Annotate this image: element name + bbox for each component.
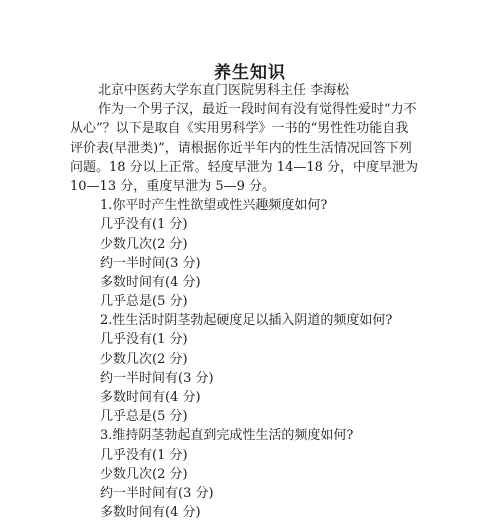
answer-option: 约一半时间有(3 分) xyxy=(100,485,214,501)
answer-option: 几乎没有(1 分) xyxy=(100,217,188,233)
question-text: 1.你平时产生性欲望或性兴趣频度如何? xyxy=(100,198,328,214)
author-line: 北京中医药大学东直门医院男科主任 李海松 xyxy=(98,83,350,98)
document-title: 养生知识 xyxy=(214,63,286,83)
answer-option: 少数几次(2 分) xyxy=(100,236,188,252)
answer-option: 约一半时间有(3 分) xyxy=(100,370,214,386)
answer-option: 几乎总是(5 分) xyxy=(100,409,188,425)
answer-option: 几乎没有(1 分) xyxy=(100,332,188,348)
document-body xyxy=(70,81,442,522)
intro-line: 问题。18 分以上正常。轻度早泄为 14—18 分，中度早泄为 xyxy=(70,159,419,175)
answer-option: 多数时间有(4 分) xyxy=(100,274,201,290)
answer-option: 几乎总是(5 分) xyxy=(100,294,188,310)
intro-line: 作为一个男子汉，最近一段时间有没有觉得性爱时“力不 xyxy=(98,102,417,118)
intro-line: 从心”？以下是取自《实用男科学》一书的“男性性功能自我 xyxy=(70,121,409,137)
answer-option: 少数几次(2 分) xyxy=(100,351,188,367)
answer-option: 少数几次(2 分) xyxy=(100,466,188,482)
question-text: 3.维持阴茎勃起直到完成性生活的频度如何? xyxy=(100,428,354,444)
answer-option: 多数时间有(4 分) xyxy=(100,390,201,405)
intro-line: 评价表(早泄类)”，请根据你近半年内的性生活情况回答下列 xyxy=(70,140,412,156)
answer-option: 约一半时间(3 分) xyxy=(100,255,201,271)
answer-option: 几乎没有(1 分) xyxy=(100,447,188,463)
answer-option: 多数时间有(4 分) xyxy=(100,505,201,521)
question-text: 2.性生活时阴茎勃起硬度足以插入阴道的频度如何? xyxy=(100,313,393,329)
intro-line: 10—13 分，重度早泄为 5—9 分。 xyxy=(70,178,276,194)
